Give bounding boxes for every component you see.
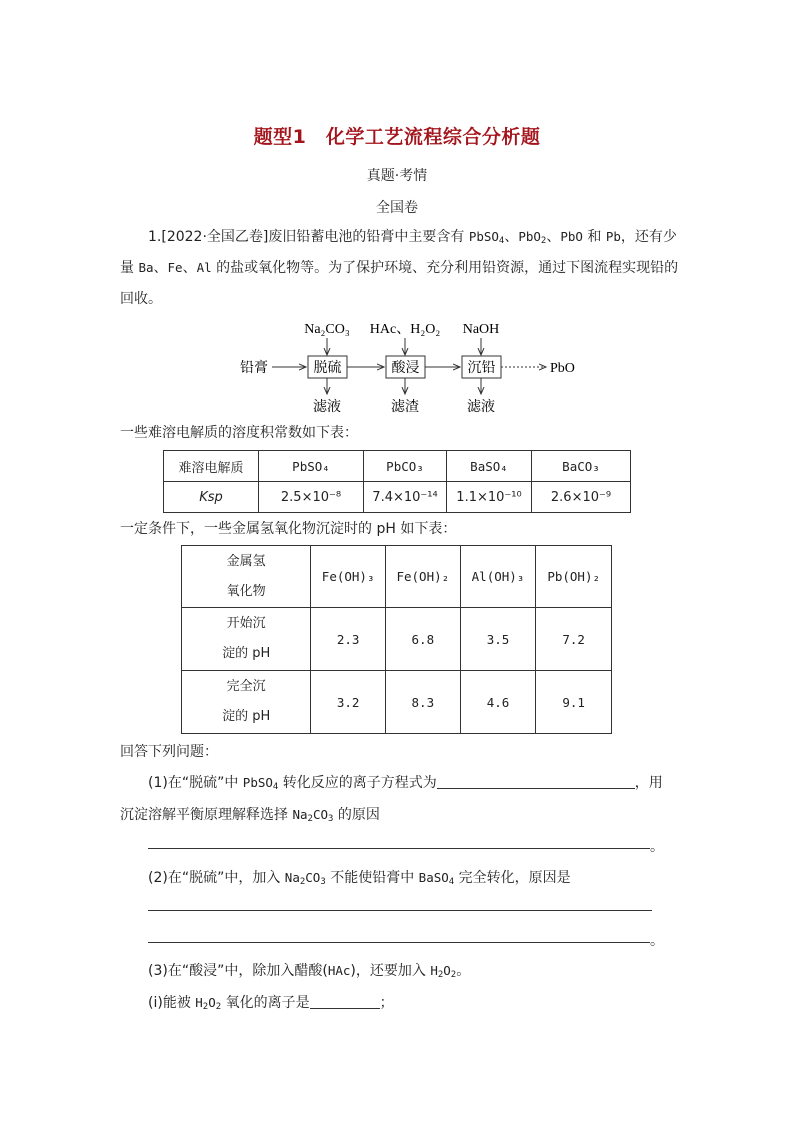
- answer-line-2a[interactable]: [148, 910, 652, 911]
- ph-header-feoh2: Fe(OH)₂: [385, 546, 460, 608]
- answer-blank-3i[interactable]: [310, 994, 380, 1009]
- chem-pbso4: PbSO$_4$: [468, 229, 505, 246]
- chem-pbo2: PbO$_2$: [518, 229, 547, 246]
- line-2b-end: 。: [650, 933, 664, 949]
- answer-line-1b[interactable]: [148, 848, 650, 849]
- ph-table: [181, 545, 612, 734]
- ph-header-aloh3: Al(OH)₃: [460, 546, 536, 608]
- subsection-heading: 全国卷: [376, 200, 418, 216]
- ksp-value-pbso4: 2.5×10⁻⁸: [259, 482, 364, 513]
- chem-na2co3-p1: $Na_2CO_3$: [292, 807, 334, 824]
- step-1-label: 脱硫: [313, 361, 342, 376]
- chem-ba: Ba: [138, 260, 154, 275]
- ksp-value-baco3: 2.6×10⁻⁹: [532, 482, 631, 513]
- answer-intro: 回答下列问题：: [120, 744, 218, 760]
- ksp-header-pbso4: PbSO₄: [259, 451, 364, 482]
- reagent-3-label: NaOH: [462, 322, 500, 337]
- ph-start-feoh3: 2.3: [311, 608, 386, 671]
- ksp-table: [163, 450, 631, 513]
- chem-pbo: PbO: [560, 229, 583, 244]
- chem-na2co3-p2: $Na_2CO_3$: [284, 870, 326, 887]
- ksp-header-baso4: BaSO₄: [447, 451, 532, 482]
- ph-corner-cell: 金属氢 氧化物: [182, 546, 311, 608]
- q1-line-3: 回收。: [120, 291, 162, 307]
- q1-text: 1.[2022·全国乙卷]废旧铅蓄电池的铅膏中主要含有: [148, 229, 469, 245]
- q1-part1-line2: 沉淀溶解平衡原理解释选择 $Na_2CO_3$ 的原因: [120, 807, 380, 824]
- ksp-row-label: Ksp: [164, 482, 259, 513]
- page-title: 题型1 化学工艺流程综合分析题: [253, 126, 541, 148]
- chem-pb: Pb: [605, 229, 621, 244]
- step-2-label: 酸浸: [391, 361, 420, 376]
- ph-complete-feoh3: 3.2: [311, 671, 386, 734]
- q1-part1-line1: (1)在“脱硫”中 PbSO$_4$ 转化反应的离子方程式为 ，用: [148, 775, 663, 792]
- ph-complete-pboh2: 9.1: [536, 671, 612, 734]
- chem-h2o2-p3i: $H_2O_2$: [195, 995, 222, 1012]
- chem-al: Al: [196, 260, 212, 275]
- output-3-label: 滤液: [467, 400, 495, 415]
- ph-row-complete-label: 完全沉 淀的 pH: [182, 671, 311, 734]
- start-label: 铅膏: [240, 361, 268, 376]
- answer-line-2b[interactable]: [148, 942, 650, 943]
- output-2-label: 滤渣: [391, 400, 419, 415]
- q1-line-2: 量 Ba、Fe、Al 的盐或氧化物等。为了保护环境、充分利用铅资源，通过下图流程实现铅的: [120, 260, 679, 276]
- ph-start-pboh2: 7.2: [536, 608, 612, 671]
- ph-row-start-label: 开始沉 淀的 pH: [182, 608, 311, 671]
- chem-baso4-p2: BaSO$_4$: [418, 870, 455, 887]
- answer-blank-1a[interactable]: [437, 774, 635, 789]
- process-flow-diagram: [230, 318, 590, 418]
- step-3-label: 沉铅: [467, 361, 496, 376]
- line-1b-end: 。: [650, 839, 664, 855]
- ksp-header-baco3: BaCO₃: [532, 451, 631, 482]
- section-heading: 真题·考情: [366, 168, 428, 184]
- ksp-header-pbco3: PbCO₃: [364, 451, 447, 482]
- q1-part3-line: (3)在“酸浸”中，除加入醋酸(HAc)，还要加入 $H_2O_2$。: [148, 963, 471, 980]
- table1-intro: 一些难溶电解质的溶度积常数如下表：: [120, 425, 358, 441]
- ph-header-pboh2: Pb(OH)₂: [536, 546, 612, 608]
- ph-complete-aloh3: 4.6: [460, 671, 536, 734]
- ph-complete-feoh2: 8.3: [385, 671, 460, 734]
- chem-fe: Fe: [167, 260, 183, 275]
- chem-h2o2-p3: $H_2O_2$: [430, 963, 457, 980]
- q1-part3-i-line: (ⅰ)能被 $H_2O_2$ 氧化的离子是 ；: [148, 995, 394, 1012]
- chem-pbso4-p1: PbSO$_4$: [242, 775, 279, 792]
- table2-intro: 一定条件下，一些金属氢氧化物沉淀时的 pH 如下表：: [120, 521, 457, 537]
- q1-line-1: 1.[2022·全国乙卷]废旧铅蓄电池的铅膏中主要含有 PbSO$_4$、PbO$_2$、PbO 和 Pb，还有少: [148, 229, 677, 246]
- ksp-value-pbco3: 7.4×10⁻¹⁴: [364, 482, 447, 513]
- q1-part2-line1: (2)在“脱硫”中，加入 $Na_2CO_3$ 不能使铅膏中 BaSO$_4$ 完全转化，原因是: [148, 870, 571, 887]
- ph-header-feoh3: Fe(OH)₃: [311, 546, 386, 608]
- product-label: PbO: [550, 361, 575, 376]
- chem-hac: HAc: [327, 963, 351, 978]
- ph-start-aloh3: 3.5: [460, 608, 536, 671]
- reagent-2-label: HAc、H₂O₂: [369, 322, 441, 337]
- output-1-label: 滤液: [313, 400, 341, 415]
- reagent-1-label: Na₂CO₃: [304, 322, 350, 337]
- ph-start-feoh2: 6.8: [385, 608, 460, 671]
- ksp-header-label: 难溶电解质: [164, 451, 259, 482]
- ksp-value-baso4: 1.1×10⁻¹⁰: [447, 482, 532, 513]
